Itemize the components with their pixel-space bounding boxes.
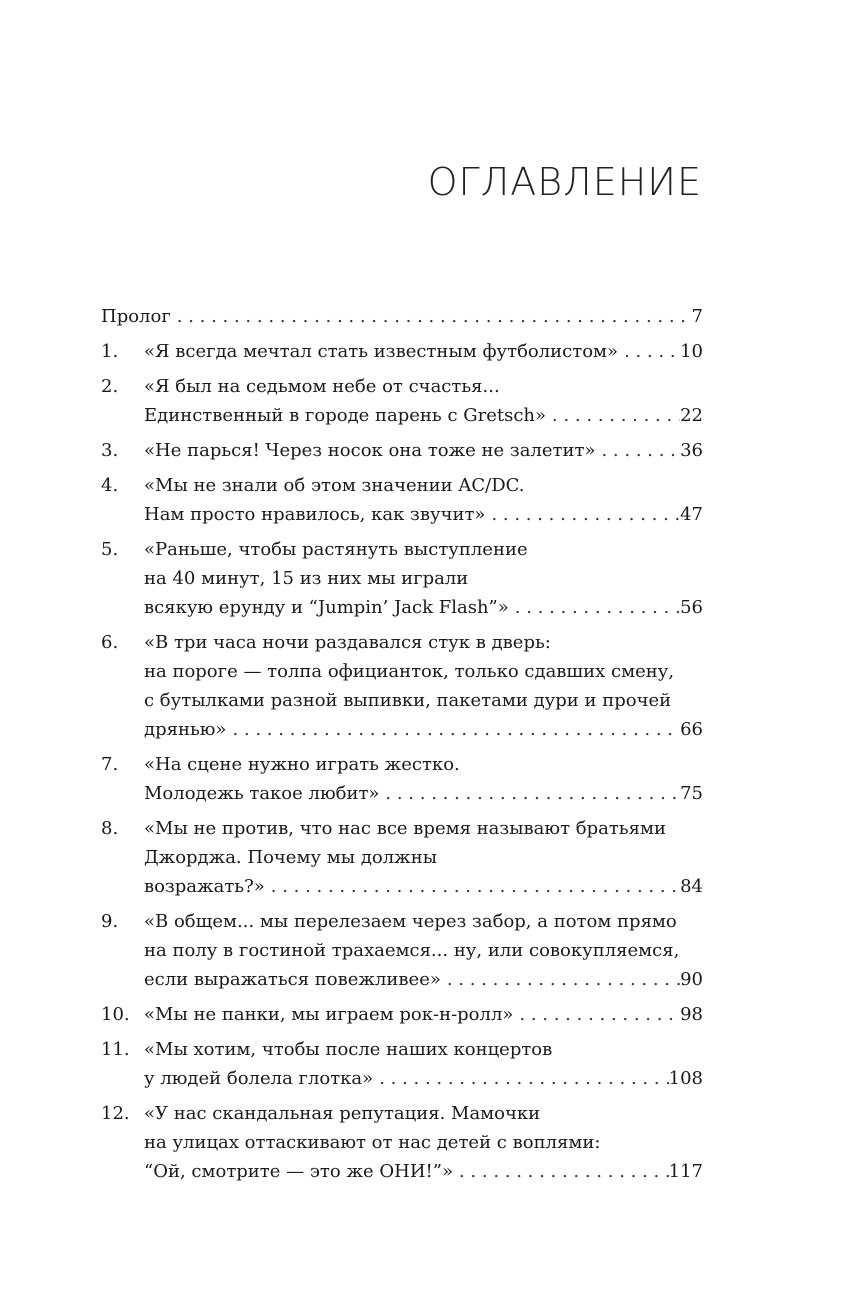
page-number: 98 — [680, 1004, 703, 1025]
toc-entry[interactable] — [101, 302, 703, 331]
chapter-title-line: «Раньше, чтобы растянуть выступление — [144, 539, 528, 560]
dot-leader — [171, 302, 692, 331]
chapter-number: 12. — [101, 1103, 130, 1124]
toc-entry[interactable] — [101, 535, 703, 622]
table-of-contents — [101, 302, 703, 1192]
chapter-title-line: у людей болела глотка» — [144, 1068, 374, 1089]
page-number: 108 — [668, 1068, 703, 1089]
chapter-title-line: если выражаться повежливее» — [144, 969, 441, 990]
toc-entry[interactable] — [101, 907, 703, 994]
chapter-title-line: дрянью» — [144, 719, 227, 740]
toc-entry[interactable] — [101, 436, 703, 465]
chapter-title — [144, 628, 703, 744]
dot-leader — [595, 436, 680, 465]
chapter-number: 6. — [101, 632, 119, 653]
page-number: 117 — [668, 1161, 703, 1182]
chapter-number: 2. — [101, 376, 119, 397]
dot-leader — [265, 872, 680, 901]
toc-entry[interactable] — [101, 1035, 703, 1093]
dot-leader — [513, 1000, 680, 1029]
dot-leader — [453, 1157, 669, 1186]
chapter-title-line: на полу в гостиной трахаемся... ну, или совокупляемся, — [144, 940, 680, 961]
toc-entry[interactable] — [101, 337, 703, 366]
chapter-number: 7. — [101, 754, 119, 775]
chapter-number: 11. — [101, 1039, 130, 1060]
page-number: 10 — [680, 341, 703, 362]
page-number: 7 — [691, 306, 703, 327]
chapter-title-line: «Мы хотим, чтобы после наших концертов — [144, 1039, 553, 1060]
chapter-title-line: «У нас скандальная репутация. Мамочки — [144, 1103, 541, 1124]
chapter-title-line: «Мы не знали об этом значении AC/DC. — [144, 475, 525, 496]
dot-leader — [441, 965, 680, 994]
chapter-title — [144, 436, 703, 465]
dot-leader — [485, 500, 680, 529]
dot-leader — [509, 593, 680, 622]
chapter-number: 5. — [101, 539, 119, 560]
page-number: 75 — [680, 783, 703, 804]
toc-entry[interactable] — [101, 1099, 703, 1186]
page-number: 84 — [680, 876, 703, 897]
chapter-title-line: Пролог — [101, 306, 171, 327]
chapter-title-line: «Я был на седьмом небе от счастья... — [144, 376, 500, 397]
page-number: 36 — [680, 440, 703, 461]
chapter-title — [144, 907, 703, 994]
page-number: 56 — [680, 597, 703, 618]
toc-entry[interactable] — [101, 750, 703, 808]
chapter-title — [144, 1099, 703, 1186]
page-number: 90 — [680, 969, 703, 990]
chapter-title — [144, 535, 703, 622]
chapter-title — [144, 471, 703, 529]
chapter-title — [144, 372, 703, 430]
page-number: 47 — [680, 504, 703, 525]
dot-leader — [226, 715, 680, 744]
chapter-title-line: возражать?» — [144, 876, 265, 897]
chapter-title-line: «Я всегда мечтал стать известным футболистом» — [144, 341, 619, 362]
toc-entry[interactable] — [101, 814, 703, 901]
chapter-title-line: «Мы не против, что нас все время называют братьями — [144, 818, 666, 839]
chapter-title — [144, 1035, 703, 1093]
page-number: 22 — [680, 405, 703, 426]
page-title: ОГЛАВЛЕНИЕ — [427, 160, 702, 204]
chapter-title-line: «Мы не панки, мы играем рок-н-ролл» — [144, 1004, 514, 1025]
dot-leader — [373, 1064, 668, 1093]
chapter-title-line: Джорджа. Почему мы должны — [144, 847, 438, 868]
chapter-number: 9. — [101, 911, 119, 932]
chapter-title-line: на пороге — толпа официанток, только сдавших смену, — [144, 661, 675, 682]
chapter-title — [144, 1000, 703, 1029]
chapter-title-line: «В общем... мы перелезаем через забор, а потом прямо — [144, 911, 677, 932]
chapter-title — [144, 814, 703, 901]
page-number: 66 — [680, 719, 703, 740]
toc-entry[interactable] — [101, 471, 703, 529]
chapter-number: 1. — [101, 341, 119, 362]
chapter-title — [144, 337, 703, 366]
chapter-title-line: «В три часа ночи раздавался стук в дверь: — [144, 632, 551, 653]
chapter-title-line: Нам просто нравилось, как звучит» — [144, 504, 486, 525]
dot-leader — [618, 337, 680, 366]
chapter-title-line: на 40 минут, 15 из них мы играли — [144, 568, 469, 589]
toc-entry[interactable] — [101, 1000, 703, 1029]
chapter-title-line: “Ой, смотрите — это же ОНИ!”» — [144, 1161, 453, 1182]
chapter-title-line: с бутылками разной выпивки, пакетами дури и прочей — [144, 690, 672, 711]
chapter-number: 4. — [101, 475, 119, 496]
chapter-number: 10. — [101, 1004, 130, 1025]
toc-entry[interactable] — [101, 372, 703, 430]
chapter-number: 8. — [101, 818, 119, 839]
chapter-title-line: всякую ерунду и “Jumpin’ Jack Flash”» — [144, 597, 509, 618]
chapter-title-line: на улицах оттаскивают от нас детей с воплями: — [144, 1132, 601, 1153]
dot-leader — [546, 401, 680, 430]
chapter-title — [101, 302, 703, 331]
chapter-title-line: «На сцене нужно играть жестко. — [144, 754, 460, 775]
chapter-title — [144, 750, 703, 808]
dot-leader — [379, 779, 680, 808]
chapter-title-line: Молодежь такое любит» — [144, 783, 380, 804]
chapter-title-line: «Не парься! Через носок она тоже не залетит» — [144, 440, 596, 461]
toc-entry[interactable] — [101, 628, 703, 744]
chapter-number: 3. — [101, 440, 119, 461]
chapter-title-line: Единственный в городе парень с Gretsch» — [144, 405, 547, 426]
